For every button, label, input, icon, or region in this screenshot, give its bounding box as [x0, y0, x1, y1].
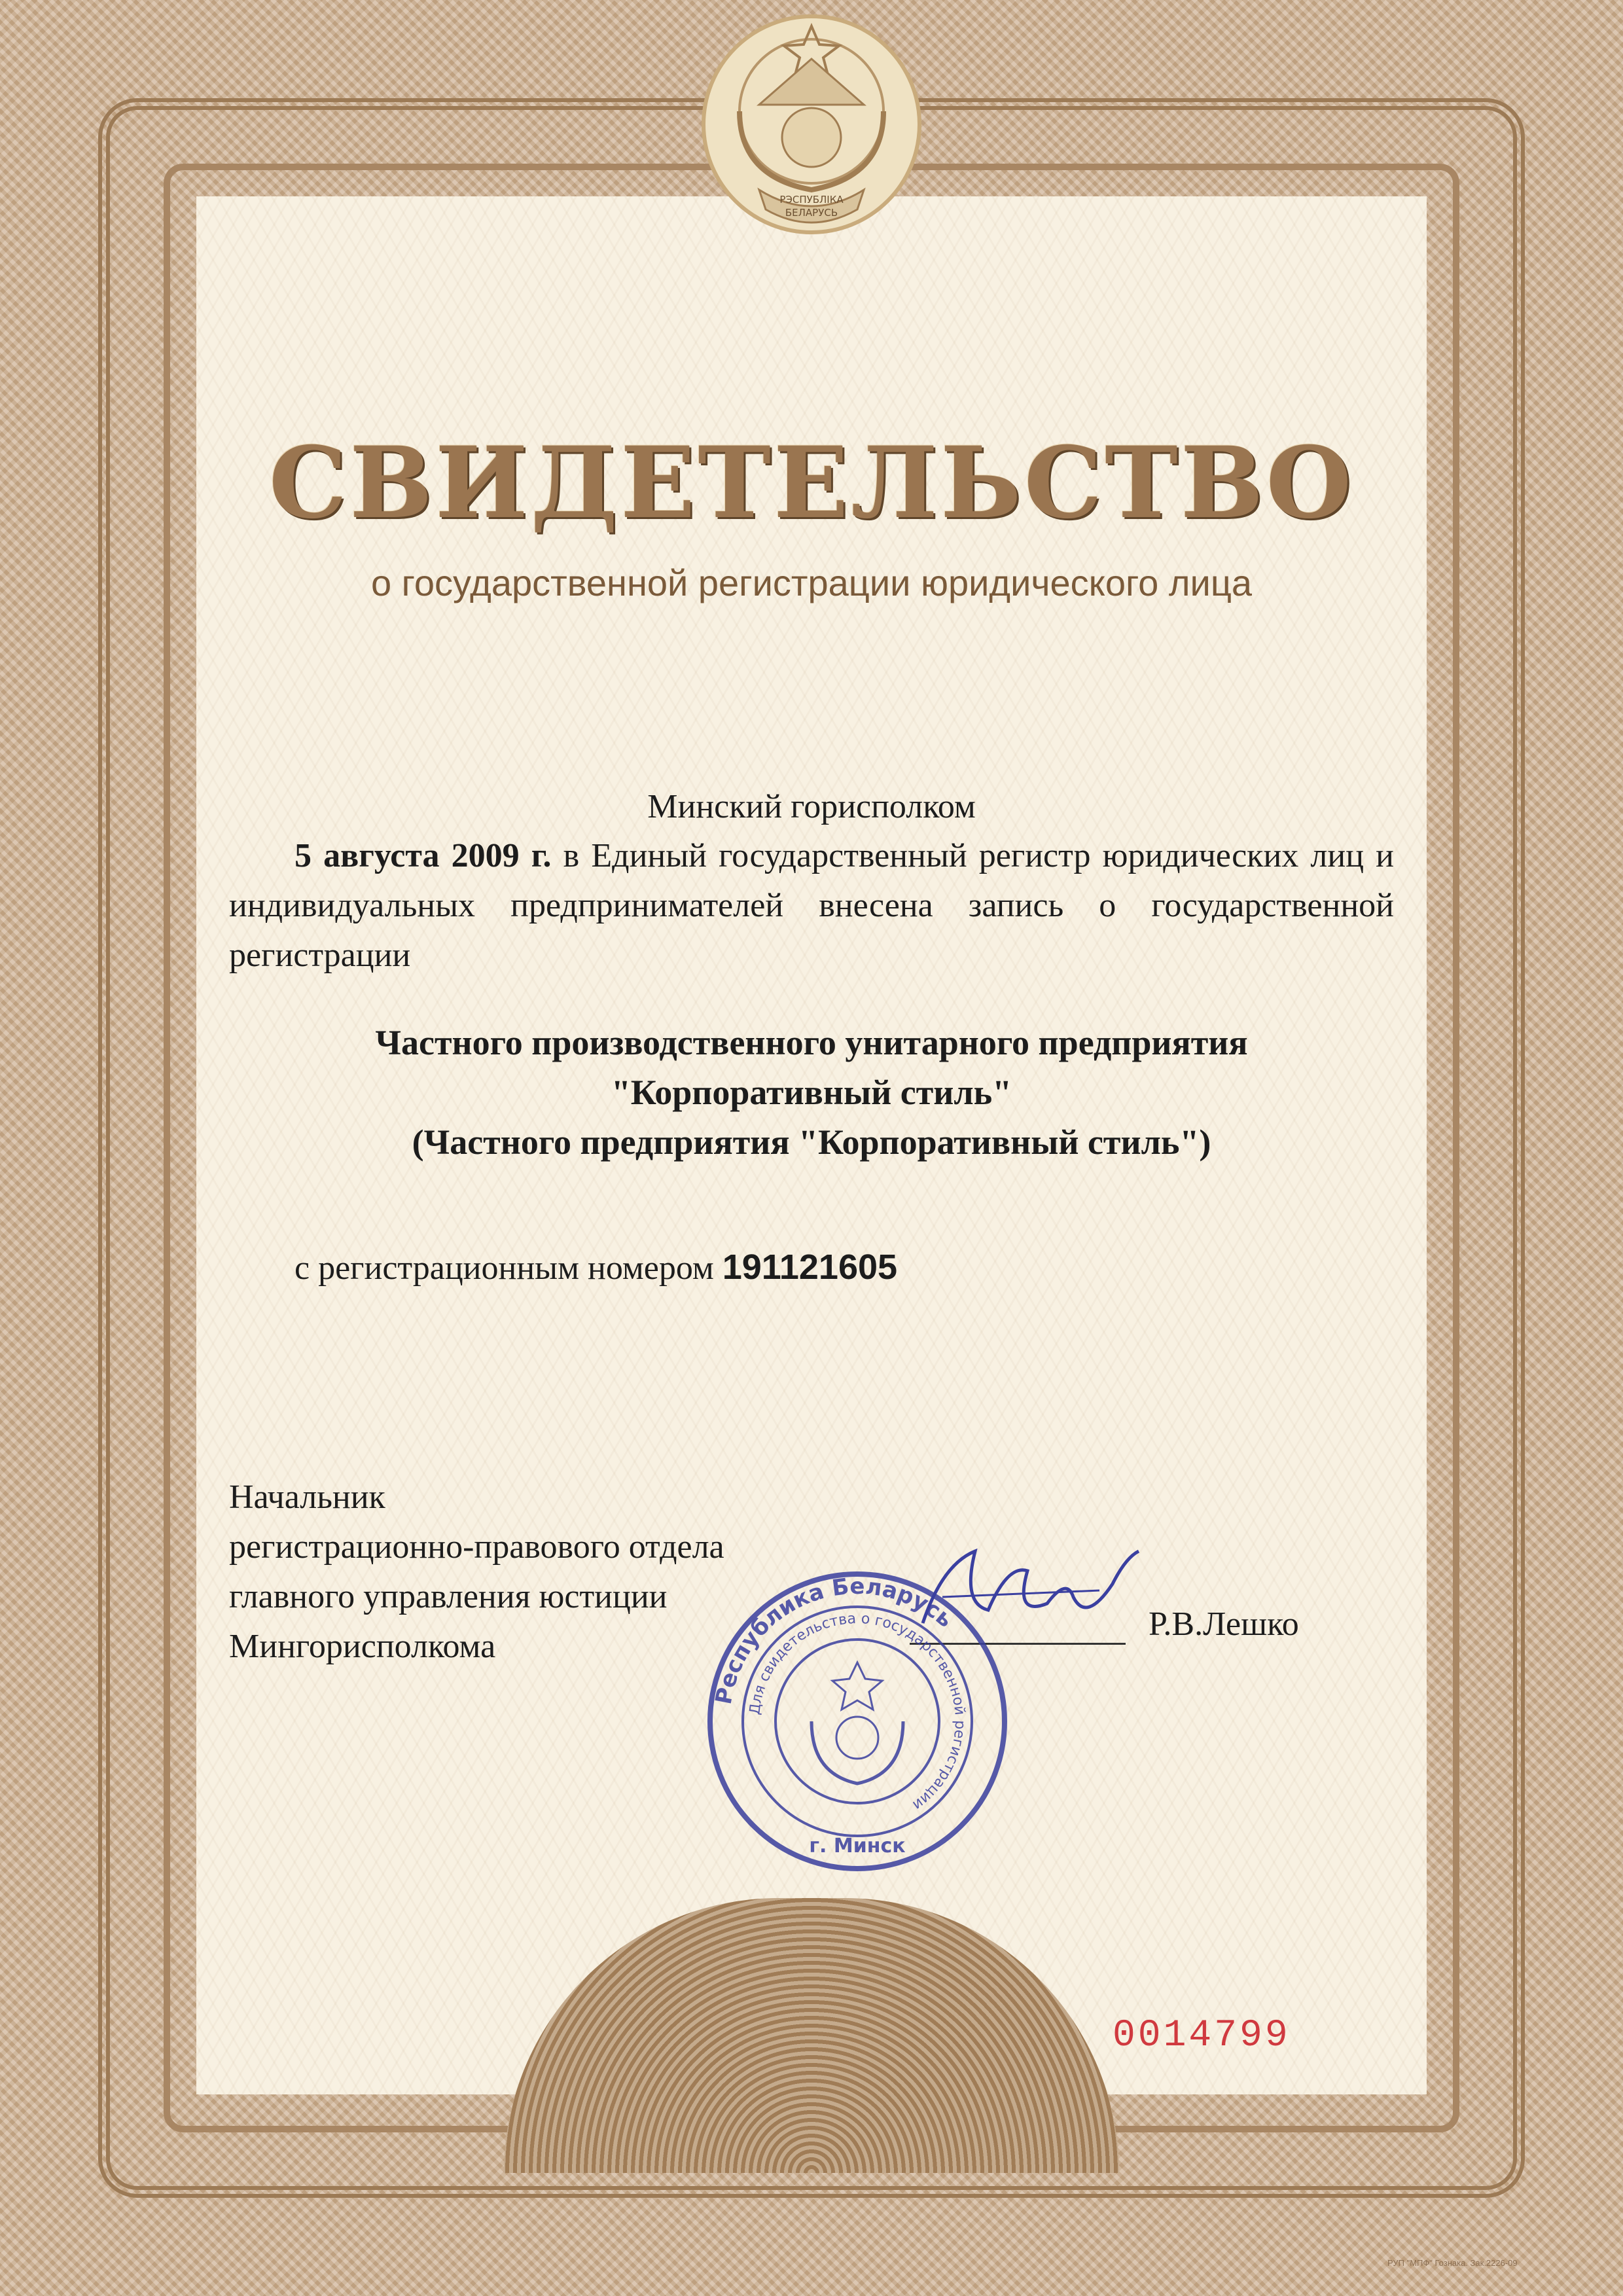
reg-number-label: с регистрационным номером	[294, 1249, 714, 1287]
registration-paragraph-text: в Единый государственный регистр юридических лиц и индивидуальных предпринимателей внесена запись о государственной регистрации	[229, 837, 1394, 974]
signatory-name: Р.В.Лешко	[1149, 1605, 1299, 1643]
signatory-line-4: Мингорисполкома	[229, 1628, 496, 1665]
org-line-3: (Частного предприятия "Корпоративный стиль")	[412, 1122, 1211, 1162]
org-line-2: "Корпоративный стиль"	[611, 1073, 1012, 1112]
signatory-line-1: Начальник	[229, 1479, 385, 1516]
official-seal-stamp	[700, 1564, 1014, 1878]
registration-paragraph	[229, 831, 1394, 980]
serial-number: 0014799	[1113, 2015, 1291, 2057]
reg-number-value: 191121605	[722, 1247, 898, 1287]
organization-name	[229, 1018, 1394, 1167]
registration-number-line	[294, 1247, 897, 1287]
stamp-outer-text: Республика Беларусь	[710, 1573, 959, 1707]
certificate-subtitle: о государственной регистрации юридического лица	[370, 562, 1253, 603]
certificate-title: СВИДЕТЕЛЬСТВО	[268, 425, 1355, 541]
emblem-ribbon-text-1: РЭСПУБЛІКА	[779, 194, 844, 206]
signatory-line-2: регистрационно-правового отдела	[229, 1528, 724, 1566]
signatory-line-3: главного управления юстиции	[229, 1578, 668, 1615]
signatory-title	[229, 1473, 724, 1672]
stamp-city: г. Минск	[809, 1835, 906, 1857]
stamp-inner-text: Для свидетельства о государственной регистрации	[747, 1610, 969, 1814]
state-emblem-icon	[681, 13, 942, 236]
org-line-1: Частного производственного унитарного предприятия	[375, 1023, 1248, 1062]
registration-date: 5 августа 2009 г.	[294, 837, 552, 874]
printer-mark: РУП "МПФ" Гознака. Зак.2226-09	[1387, 2258, 1518, 2268]
issuing-authority: Минский горисполком	[647, 788, 976, 825]
emblem-ribbon-text-2: БЕЛАРУСЬ	[785, 207, 838, 219]
